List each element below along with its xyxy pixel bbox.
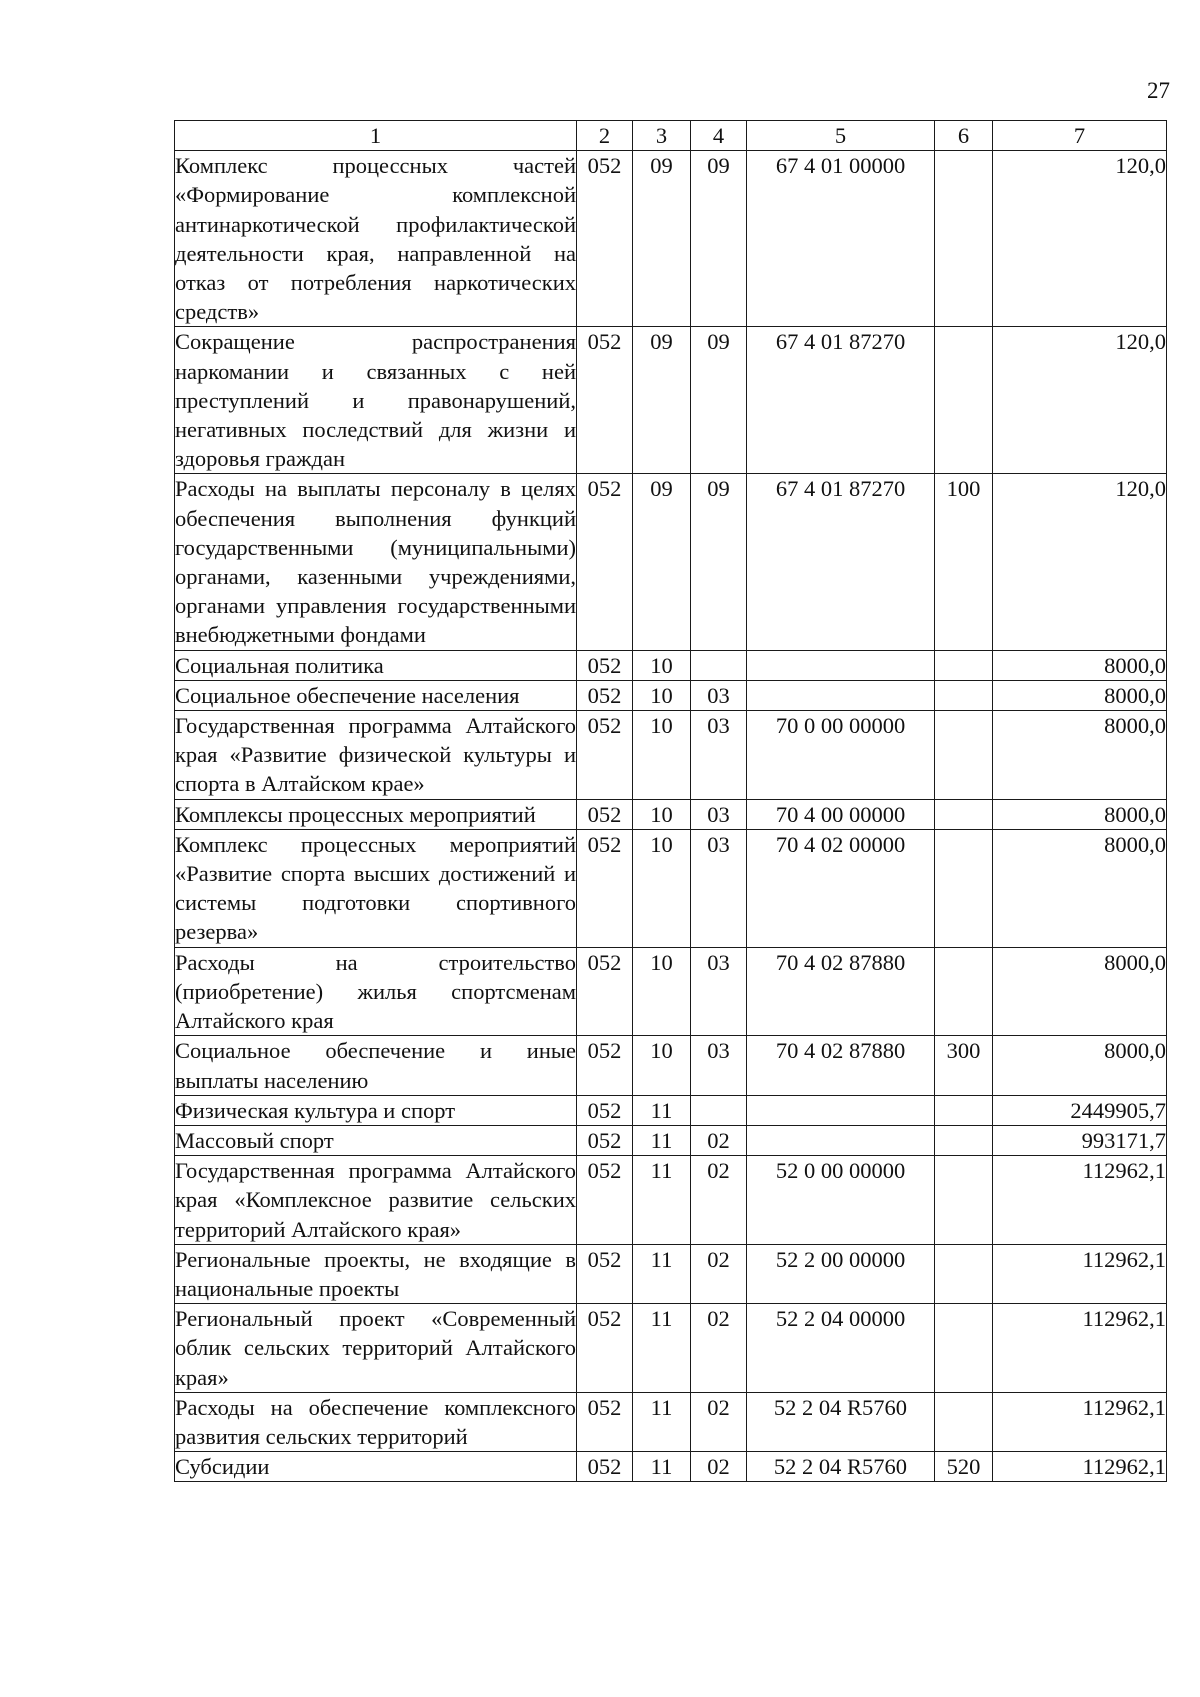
ministry-code-cell: 052 — [577, 947, 633, 1036]
expense-type-cell — [935, 650, 993, 680]
expense-type-cell — [935, 829, 993, 947]
column-header: 7 — [993, 121, 1167, 151]
subsection-cell: 03 — [691, 680, 747, 710]
column-header: 1 — [175, 121, 577, 151]
expense-type-cell — [935, 1304, 993, 1393]
amount-cell: 8000,0 — [993, 947, 1167, 1036]
target-article-cell: 70 4 00 00000 — [747, 799, 935, 829]
section-cell: 11 — [633, 1125, 691, 1155]
row-name-cell: Социальное обеспечение и иные выплаты населению — [175, 1036, 577, 1095]
table-row — [175, 829, 1167, 947]
expense-type-cell — [935, 947, 993, 1036]
table-row — [175, 327, 1167, 474]
expense-type-cell: 300 — [935, 1036, 993, 1095]
ministry-code-cell: 052 — [577, 829, 633, 947]
amount-cell: 8000,0 — [993, 680, 1167, 710]
expense-type-cell — [935, 711, 993, 800]
subsection-cell: 02 — [691, 1244, 747, 1303]
table-body — [175, 151, 1167, 1482]
subsection-cell: 03 — [691, 829, 747, 947]
ministry-code-cell: 052 — [577, 474, 633, 650]
target-article-cell: 70 0 00 00000 — [747, 711, 935, 800]
subsection-cell: 09 — [691, 327, 747, 474]
row-name-cell: Региональные проекты, не входящие в национальные проекты — [175, 1244, 577, 1303]
row-name-cell: Массовый спорт — [175, 1125, 577, 1155]
amount-cell: 8000,0 — [993, 1036, 1167, 1095]
target-article-cell — [747, 680, 935, 710]
section-cell: 11 — [633, 1452, 691, 1482]
target-article-cell: 67 4 01 00000 — [747, 151, 935, 327]
table-row — [175, 1452, 1167, 1482]
expense-type-cell — [935, 151, 993, 327]
ministry-code-cell: 052 — [577, 711, 633, 800]
ministry-code-cell: 052 — [577, 1156, 633, 1245]
budget-table — [174, 120, 1167, 1482]
amount-cell: 120,0 — [993, 327, 1167, 474]
subsection-cell: 02 — [691, 1392, 747, 1451]
table-row — [175, 1392, 1167, 1451]
amount-cell: 8000,0 — [993, 711, 1167, 800]
section-cell: 11 — [633, 1095, 691, 1125]
amount-cell: 112962,1 — [993, 1452, 1167, 1482]
subsection-cell: 03 — [691, 947, 747, 1036]
table-row — [175, 1036, 1167, 1095]
expense-type-cell: 520 — [935, 1452, 993, 1482]
target-article-cell: 52 0 00 00000 — [747, 1156, 935, 1245]
row-name-cell: Социальная политика — [175, 650, 577, 680]
ministry-code-cell: 052 — [577, 1125, 633, 1155]
target-article-cell: 52 2 00 00000 — [747, 1244, 935, 1303]
section-cell: 11 — [633, 1156, 691, 1245]
section-cell: 11 — [633, 1392, 691, 1451]
section-cell: 10 — [633, 650, 691, 680]
row-name-cell: Расходы на выплаты персоналу в целях обеспечения выполнения функций государственными (муниципальными) органами, казенными учреждениями, органами управления государственными внебюджетными фондами — [175, 474, 577, 650]
amount-cell: 8000,0 — [993, 799, 1167, 829]
column-header: 2 — [577, 121, 633, 151]
table-row — [175, 151, 1167, 327]
ministry-code-cell: 052 — [577, 1244, 633, 1303]
row-name-cell: Расходы на строительство (приобретение) жилья спортсменам Алтайского края — [175, 947, 577, 1036]
row-name-cell: Государственная программа Алтайского края «Комплексное развитие сельских территорий Алтайского края» — [175, 1156, 577, 1245]
table-row — [175, 1125, 1167, 1155]
ministry-code-cell: 052 — [577, 799, 633, 829]
row-name-cell: Сокращение распространения наркомании и связанных с ней преступлений и правонарушений, негативных последствий для жизни и здоровья граждан — [175, 327, 577, 474]
row-name-cell: Комплексы процессных мероприятий — [175, 799, 577, 829]
row-name-cell: Комплекс процессных мероприятий «Развитие спорта высших достижений и системы подготовки спортивного резерва» — [175, 829, 577, 947]
table-header-row — [175, 121, 1167, 151]
ministry-code-cell: 052 — [577, 650, 633, 680]
table-row — [175, 1156, 1167, 1245]
section-cell: 09 — [633, 327, 691, 474]
section-cell: 10 — [633, 680, 691, 710]
section-cell: 10 — [633, 711, 691, 800]
row-name-cell: Региональный проект «Современный облик сельских территорий Алтайского края» — [175, 1304, 577, 1393]
section-cell: 10 — [633, 799, 691, 829]
column-header: 4 — [691, 121, 747, 151]
ministry-code-cell: 052 — [577, 1095, 633, 1125]
table-row — [175, 1095, 1167, 1125]
row-name-cell: Социальное обеспечение населения — [175, 680, 577, 710]
table-row — [175, 799, 1167, 829]
amount-cell: 2449905,7 — [993, 1095, 1167, 1125]
subsection-cell: 03 — [691, 799, 747, 829]
expense-type-cell — [935, 327, 993, 474]
target-article-cell: 70 4 02 00000 — [747, 829, 935, 947]
table-row — [175, 711, 1167, 800]
expense-type-cell: 100 — [935, 474, 993, 650]
row-name-cell: Комплекс процессных частей «Формирование комплексной антинаркотической профилактической деятельности края, направленной на отказ от потребления наркотических средств» — [175, 151, 577, 327]
subsection-cell: 02 — [691, 1304, 747, 1393]
target-article-cell — [747, 1095, 935, 1125]
page-number: 27 — [1147, 78, 1170, 103]
target-article-cell: 67 4 01 87270 — [747, 474, 935, 650]
target-article-cell: 70 4 02 87880 — [747, 1036, 935, 1095]
section-cell: 10 — [633, 1036, 691, 1095]
ministry-code-cell: 052 — [577, 1304, 633, 1393]
amount-cell: 112962,1 — [993, 1156, 1167, 1245]
row-name-cell: Государственная программа Алтайского края «Развитие физической культуры и спорта в Алтайском крае» — [175, 711, 577, 800]
ministry-code-cell: 052 — [577, 1392, 633, 1451]
subsection-cell — [691, 650, 747, 680]
expense-type-cell — [935, 799, 993, 829]
target-article-cell: 52 2 04 00000 — [747, 1304, 935, 1393]
amount-cell: 993171,7 — [993, 1125, 1167, 1155]
subsection-cell: 02 — [691, 1156, 747, 1245]
table-row — [175, 680, 1167, 710]
column-header: 3 — [633, 121, 691, 151]
row-name-cell: Расходы на обеспечение комплексного развития сельских территорий — [175, 1392, 577, 1451]
target-article-cell — [747, 1125, 935, 1155]
table-row — [175, 947, 1167, 1036]
amount-cell: 112962,1 — [993, 1304, 1167, 1393]
expense-type-cell — [935, 1244, 993, 1303]
target-article-cell: 52 2 04 R5760 — [747, 1392, 935, 1451]
expense-type-cell — [935, 680, 993, 710]
table-row — [175, 1304, 1167, 1393]
expense-type-cell — [935, 1095, 993, 1125]
amount-cell: 112962,1 — [993, 1244, 1167, 1303]
ministry-code-cell: 052 — [577, 1036, 633, 1095]
amount-cell: 8000,0 — [993, 650, 1167, 680]
amount-cell: 112962,1 — [993, 1392, 1167, 1451]
ministry-code-cell: 052 — [577, 327, 633, 474]
row-name-cell: Субсидии — [175, 1452, 577, 1482]
row-name-cell: Физическая культура и спорт — [175, 1095, 577, 1125]
subsection-cell: 03 — [691, 711, 747, 800]
section-cell: 09 — [633, 151, 691, 327]
amount-cell: 120,0 — [993, 474, 1167, 650]
section-cell: 10 — [633, 947, 691, 1036]
subsection-cell: 09 — [691, 474, 747, 650]
ministry-code-cell: 052 — [577, 680, 633, 710]
amount-cell: 8000,0 — [993, 829, 1167, 947]
column-header: 6 — [935, 121, 993, 151]
table-row — [175, 1244, 1167, 1303]
target-article-cell: 70 4 02 87880 — [747, 947, 935, 1036]
subsection-cell: 02 — [691, 1452, 747, 1482]
expense-type-cell — [935, 1392, 993, 1451]
table-row — [175, 650, 1167, 680]
subsection-cell: 02 — [691, 1125, 747, 1155]
expense-type-cell — [935, 1156, 993, 1245]
section-cell: 11 — [633, 1304, 691, 1393]
section-cell: 09 — [633, 474, 691, 650]
column-header: 5 — [747, 121, 935, 151]
ministry-code-cell: 052 — [577, 151, 633, 327]
table-row — [175, 474, 1167, 650]
ministry-code-cell: 052 — [577, 1452, 633, 1482]
target-article-cell: 52 2 04 R5760 — [747, 1452, 935, 1482]
section-cell: 11 — [633, 1244, 691, 1303]
subsection-cell: 03 — [691, 1036, 747, 1095]
amount-cell: 120,0 — [993, 151, 1167, 327]
target-article-cell — [747, 650, 935, 680]
section-cell: 10 — [633, 829, 691, 947]
expense-type-cell — [935, 1125, 993, 1155]
subsection-cell — [691, 1095, 747, 1125]
subsection-cell: 09 — [691, 151, 747, 327]
target-article-cell: 67 4 01 87270 — [747, 327, 935, 474]
